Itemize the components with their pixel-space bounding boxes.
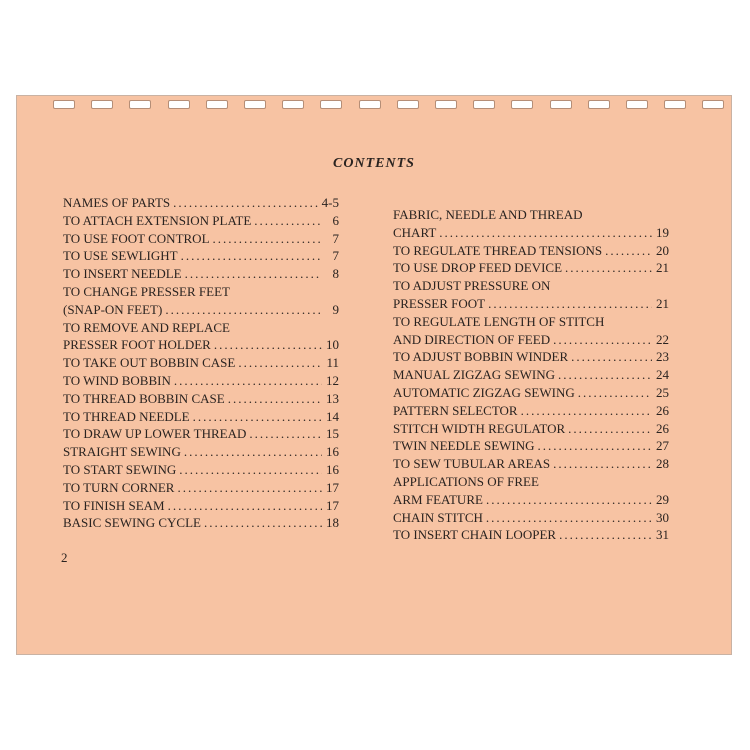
dot-leader (174, 372, 322, 390)
entry-page: 12 (326, 372, 339, 388)
entry-page: 16 (326, 444, 339, 460)
dot-leader (486, 509, 652, 527)
contents-entry (63, 372, 339, 390)
binding-hole (91, 100, 113, 109)
dot-leader (553, 331, 652, 349)
binding-hole (282, 100, 304, 109)
entry-page: 26 (656, 420, 669, 436)
entry-page: 13 (326, 390, 339, 406)
binding-hole (53, 100, 75, 109)
entry-title: PRESSER FOOT HOLDER (63, 337, 211, 353)
entry-title: TO SEW TUBULAR AREAS (393, 456, 551, 472)
contents-entry (393, 509, 669, 527)
dot-leader (204, 514, 322, 532)
entry-page: 31 (656, 527, 669, 543)
dot-leader (181, 247, 322, 265)
contents-entry (63, 514, 339, 532)
entry-page: 9 (332, 301, 339, 317)
dot-leader (578, 384, 652, 402)
binding-hole (550, 100, 572, 109)
contents-entry (63, 247, 339, 265)
entry-title: PATTERN SELECTOR (393, 402, 518, 418)
binding-hole (473, 100, 495, 109)
dot-leader (568, 420, 652, 438)
dot-leader (213, 230, 322, 248)
entry-title: TO CHANGE PRESSER FEET (63, 283, 230, 299)
entry-title: AUTOMATIC ZIGZAG SEWING (393, 384, 575, 400)
contents-column-left (63, 194, 339, 532)
page-title: CONTENTS (333, 156, 415, 171)
dot-leader (184, 443, 322, 461)
binding-hole (244, 100, 266, 109)
dot-leader (553, 455, 652, 473)
entry-title: PRESSER FOOT (393, 295, 486, 311)
contents-entry (393, 455, 669, 473)
contents-entry (63, 461, 339, 479)
entry-title: TO REGULATE LENGTH OF STITCH (393, 313, 605, 329)
contents-entry (63, 425, 339, 443)
dot-leader (605, 242, 652, 260)
contents-column-right (393, 206, 669, 544)
dot-leader (193, 408, 322, 426)
manual-page (16, 95, 732, 655)
binding-hole (664, 100, 686, 109)
contents-entry (393, 259, 669, 277)
contents-entry (63, 319, 339, 355)
contents-entry (63, 354, 339, 372)
entry-page: 18 (326, 515, 339, 531)
entry-title: NAMES OF PARTS (63, 195, 171, 210)
contents-entry (63, 408, 339, 426)
entry-title: CHART (393, 224, 437, 240)
entry-title: TO TAKE OUT BOBBIN CASE (63, 355, 236, 371)
contents-entry (63, 390, 339, 408)
contents-entry (63, 194, 339, 212)
contents-entry (393, 473, 669, 509)
dot-leader (486, 491, 652, 509)
dot-leader (249, 425, 322, 443)
binding-hole (320, 100, 342, 109)
entry-title: ARM FEATURE (393, 491, 483, 507)
entry-page: 24 (656, 367, 669, 383)
contents-entry (63, 497, 339, 515)
dot-leader (173, 194, 319, 212)
contents-entry (63, 479, 339, 497)
entry-title: TO USE SEWLIGHT (63, 248, 178, 264)
entry-page: 27 (656, 438, 669, 454)
binding-hole (397, 100, 419, 109)
entry-title: TO FINISH SEAM (63, 497, 165, 513)
contents-entry (393, 384, 669, 402)
binding-hole (359, 100, 381, 109)
binding-hole (702, 100, 724, 109)
dot-leader (185, 265, 322, 283)
entry-page: 28 (656, 456, 669, 472)
dot-leader (565, 259, 652, 277)
dot-leader (238, 354, 322, 372)
entry-page: 7 (332, 248, 339, 264)
dot-leader (179, 461, 322, 479)
dot-leader (538, 437, 652, 455)
dot-leader (214, 336, 322, 354)
contents-entry (63, 283, 339, 319)
entry-title: TO REMOVE AND REPLACE (63, 319, 230, 335)
entry-title: TO ADJUST PRESSURE ON (393, 278, 551, 294)
dot-leader (439, 224, 652, 242)
contents-entry (393, 420, 669, 438)
entry-title: TO DRAW UP LOWER THREAD (63, 426, 247, 442)
entry-title: TO START SEWING (63, 461, 177, 477)
entry-page: 15 (326, 426, 339, 442)
contents-entry (393, 206, 669, 242)
dot-leader (488, 295, 652, 313)
binding-hole (435, 100, 457, 109)
entry-page: 19 (656, 224, 669, 240)
binding-hole (206, 100, 228, 109)
contents-entry (393, 366, 669, 384)
entry-title: TWIN NEEDLE SEWING (393, 438, 535, 454)
entry-title: TO INSERT CHAIN LOOPER (393, 527, 557, 543)
entry-title: CHAIN STITCH (393, 509, 483, 525)
entry-page: 22 (656, 331, 669, 347)
binding-hole (511, 100, 533, 109)
dot-leader (559, 526, 652, 544)
entry-title: TO TURN CORNER (63, 479, 175, 495)
entry-page: 16 (326, 461, 339, 477)
dot-leader (558, 366, 652, 384)
entry-page: 30 (656, 509, 669, 525)
entry-title: MANUAL ZIGZAG SEWING (393, 367, 555, 383)
entry-page: 21 (656, 260, 669, 276)
entry-title: STRAIGHT SEWING (63, 444, 181, 460)
contents-entry (393, 437, 669, 455)
entry-page: 25 (656, 384, 669, 400)
contents-entry (393, 526, 669, 544)
spiral-binding (17, 100, 731, 112)
contents-entry (393, 313, 669, 349)
entry-page: 6 (332, 212, 339, 228)
dot-leader (521, 402, 652, 420)
contents-entry (393, 348, 669, 366)
dot-leader (168, 497, 322, 515)
dot-leader (254, 212, 322, 230)
binding-hole (168, 100, 190, 109)
dot-leader (228, 390, 322, 408)
entry-title: TO INSERT NEEDLE (63, 266, 182, 282)
entry-page: 17 (326, 497, 339, 513)
entry-page: 10 (326, 337, 339, 353)
contents-entry (63, 265, 339, 283)
page-number: 2 (61, 550, 68, 565)
entry-page: 20 (656, 242, 669, 258)
entry-title: (SNAP-ON FEET) (63, 301, 163, 317)
entry-title: TO THREAD NEEDLE (63, 408, 190, 424)
entry-page: 8 (332, 266, 339, 282)
dot-leader (177, 479, 322, 497)
dot-leader (165, 301, 322, 319)
entry-page: 4-5 (321, 195, 339, 210)
contents-entry (393, 277, 669, 313)
entry-page: 14 (326, 408, 339, 424)
entry-page: 21 (656, 295, 669, 311)
contents-entry (63, 212, 339, 230)
entry-page: 7 (332, 230, 339, 246)
entry-title: TO REGULATE THREAD TENSIONS (393, 242, 603, 258)
entry-title: TO WIND BOBBIN (63, 372, 171, 388)
binding-hole (588, 100, 610, 109)
entry-title: TO ADJUST BOBBIN WINDER (393, 349, 569, 365)
entry-title: STITCH WIDTH REGULATOR (393, 420, 566, 436)
contents-entry (393, 242, 669, 260)
entry-title: APPLICATIONS OF FREE (393, 473, 539, 489)
entry-page: 29 (656, 491, 669, 507)
entry-page: 11 (326, 355, 339, 371)
entry-page: 26 (656, 402, 669, 418)
binding-hole (626, 100, 648, 109)
entry-title: AND DIRECTION OF FEED (393, 331, 551, 347)
contents-entry (63, 230, 339, 248)
entry-page: 23 (656, 349, 669, 365)
entry-page: 17 (326, 479, 339, 495)
entry-title: TO THREAD BOBBIN CASE (63, 390, 225, 406)
binding-hole (129, 100, 151, 109)
contents-entry (393, 402, 669, 420)
entry-title: BASIC SEWING CYCLE (63, 515, 201, 531)
entry-title: TO ATTACH EXTENSION PLATE (63, 212, 252, 228)
entry-title: FABRIC, NEEDLE AND THREAD (393, 207, 583, 222)
dot-leader (571, 348, 652, 366)
entry-title: TO USE FOOT CONTROL (63, 230, 210, 246)
contents-entry (63, 443, 339, 461)
entry-title: TO USE DROP FEED DEVICE (393, 260, 563, 276)
